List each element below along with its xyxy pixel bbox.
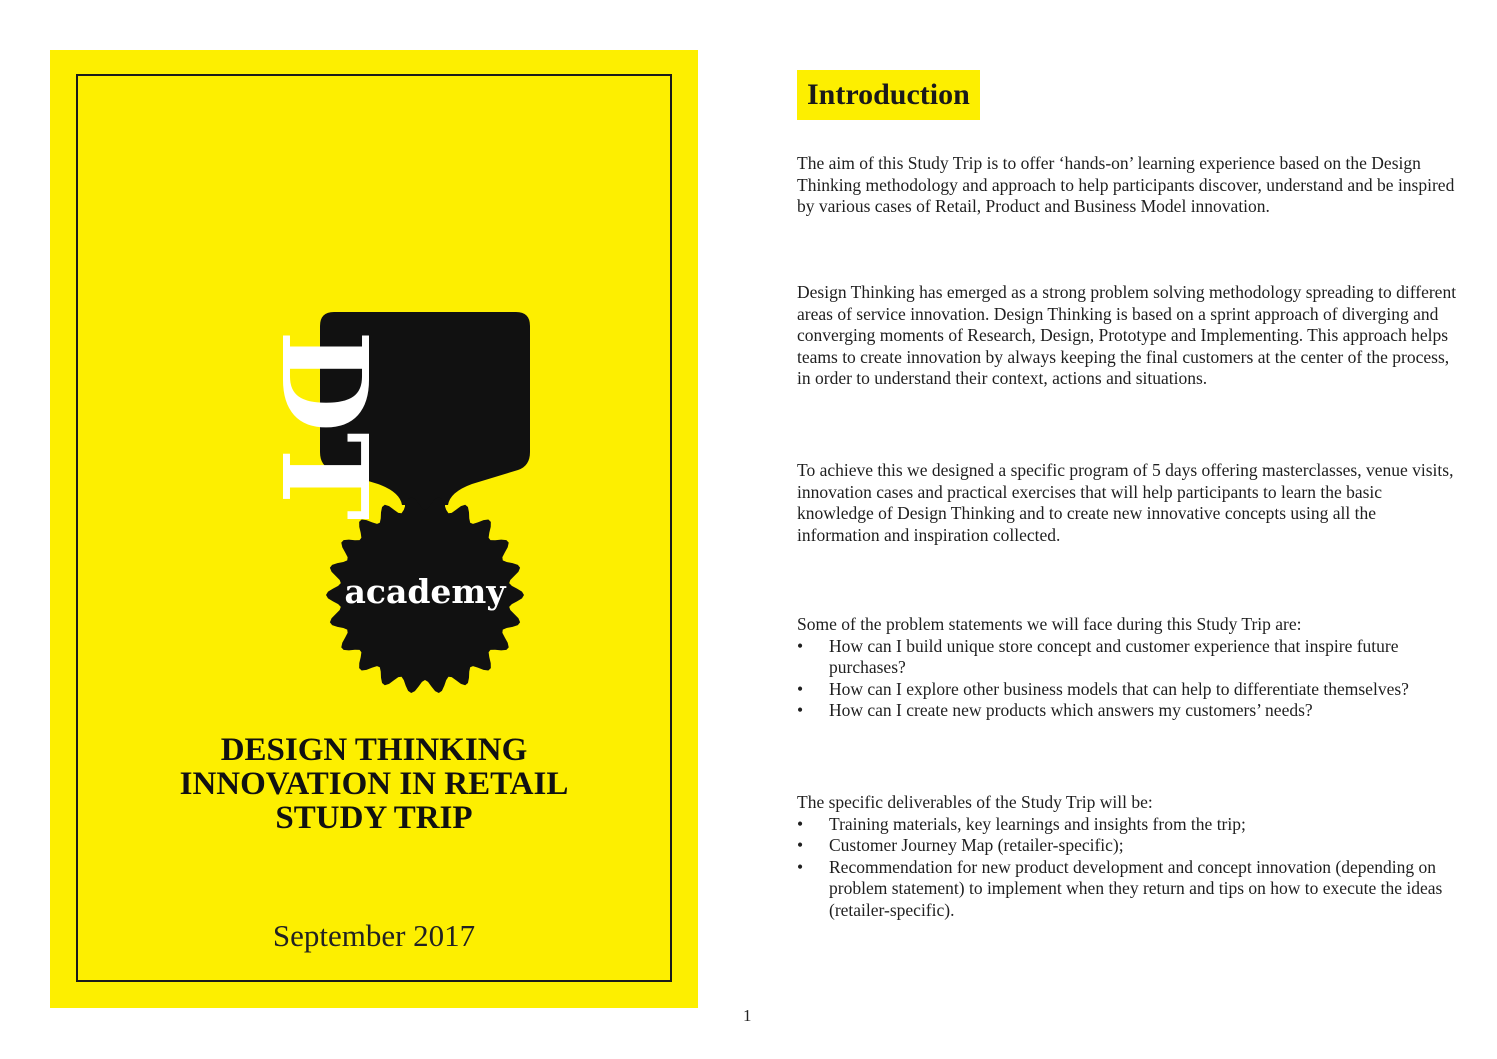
- list-item: [797, 700, 1457, 722]
- paragraph-text: The aim of this Study Trip is to offer ‘hands-on’ learning experience based on the Design Thinking methodology and approach to help participants discover, understand and be inspired by various cases of Retail, Product and Business Model innovation.: [797, 153, 1455, 217]
- bullet-glyph: •: [797, 813, 804, 834]
- bullet-glyph: •: [797, 678, 804, 699]
- intro-paragraph-2: [797, 282, 1457, 390]
- bullet-glyph: •: [797, 835, 804, 856]
- list-item: [797, 857, 1457, 922]
- deliverables-list: [797, 814, 1457, 922]
- cover-title-line: DESIGN THINKING: [220, 732, 528, 768]
- cover-date: September 2017: [272, 918, 476, 953]
- intro-paragraph-3: [797, 460, 1457, 546]
- cover-title: [50, 733, 698, 835]
- problem-statements-lead: Some of the problem statements we will face during this Study Trip are:: [797, 614, 1302, 634]
- list-item-text: How can I build unique store concept and customer experience that inspire future purchases?: [829, 635, 1399, 678]
- cover-page: [50, 50, 698, 1008]
- bullet-glyph: •: [797, 856, 804, 877]
- cover-title-line: STUDY TRIP: [275, 800, 473, 836]
- list-item-text: Customer Journey Map (retailer-specific);: [829, 835, 1124, 856]
- list-item: [797, 679, 1457, 701]
- paragraph-text: To achieve this we designed a specific program of 5 days offering masterclasses, venue visits, innovation cases and practical exercises that will help participants to learn the basic knowledge of Design Thinking and to create new innovative concepts using all the information and inspiration collected.: [797, 460, 1454, 545]
- list-item: [797, 835, 1457, 857]
- dt-academy-logo: [255, 310, 530, 705]
- deliverables: [797, 792, 1457, 922]
- page-number: 1: [743, 1006, 752, 1025]
- logo-academy-word: academy: [344, 572, 506, 611]
- list-item-text: Recommendation for new product development and concept innovation (depending on problem statement) to implement when they return and tips on how to execute the ideas (retailer-specific).: [829, 856, 1443, 920]
- cover-title-line: INNOVATION IN RETAIL: [179, 766, 569, 802]
- list-item: [797, 636, 1457, 679]
- deliverables-lead: The specific deliverables of the Study Trip will be:: [797, 792, 1153, 812]
- problem-statements-list: [797, 636, 1457, 722]
- introduction-heading: Introduction: [797, 70, 980, 120]
- list-item-text: Training materials, key learnings and insights from the trip;: [829, 813, 1246, 834]
- bullet-glyph: •: [797, 700, 804, 721]
- logo-dt-letters: DT: [255, 330, 395, 521]
- list-item-text: How can I create new products which answers my customers’ needs?: [829, 700, 1313, 721]
- problem-statements: [797, 614, 1457, 722]
- list-item-text: How can I explore other business models that can help to differentiate themselves?: [829, 678, 1409, 699]
- list-item: [797, 814, 1457, 836]
- intro-paragraph-1: [797, 153, 1457, 218]
- bullet-glyph: •: [797, 635, 804, 656]
- paragraph-text: Design Thinking has emerged as a strong problem solving methodology spreading to different areas of service innovation. Design Thinking is based on a sprint approach of diverging and converging moments of Research, Design, Prototype and Implementing. This approach helps teams to create innovation by always keeping the final customers at the center of the process, in order to understand their context, actions and situations.: [797, 282, 1457, 389]
